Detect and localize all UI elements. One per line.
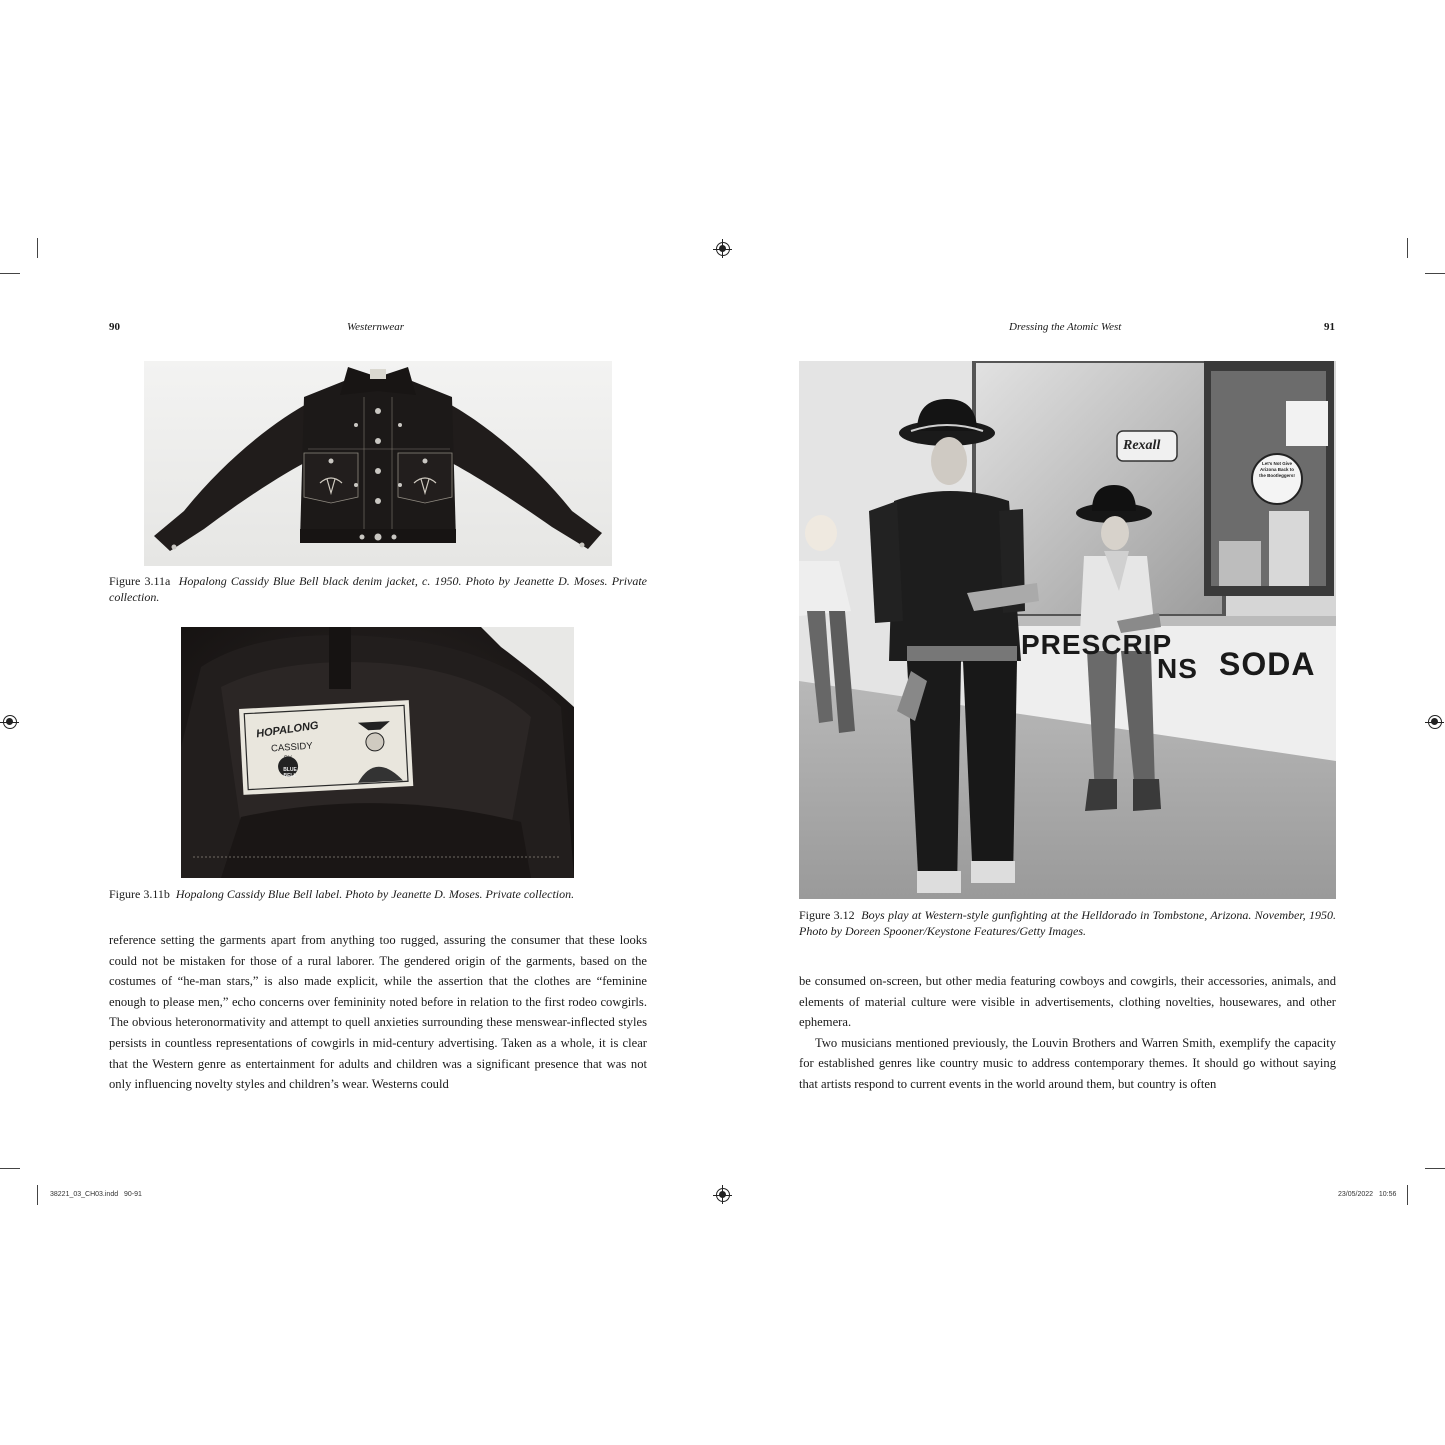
sign-soda: SODA bbox=[1219, 646, 1316, 682]
figure-3-12-photo bbox=[799, 361, 1336, 899]
page-number-left: 90 bbox=[109, 321, 120, 333]
paragraph: reference setting the garments apart from anything too rugged, assuring the consumer that these looks could not be mistaken for those of a rural laborer. The gendered origin of the garments, based on the costumes of “he-man stars,” is also made explicit, while the assertion that the clothes are “feminine enough to please men,” echo concerns over femininity noted before in relation to the first rodeo cowgirls. The obvious heteronormativity and attempt to quell anxieties surrounding these menswear-inflected styles persists in countless representations of cowgirls in mid-century advertising. Taken as a whole, it is clear that the Western genre as entertainment for adults and children was a significant presence that was not only influencing novelty styles and children’s wear. Westerns could bbox=[109, 933, 647, 1092]
figure-3-12-caption bbox=[799, 907, 1336, 939]
running-head-left: Westernwear bbox=[347, 321, 405, 333]
label-text-blue-bell: BLUE BELL bbox=[283, 767, 297, 779]
figure-label: Figure 3.11b bbox=[109, 887, 170, 901]
paragraph: Two musicians mentioned previously, the Louvin Brothers and Warren Smith, exemplify the capacity for established genres like country music to address contemporary themes. It should go without saying that artists respond to current events in the world around them, but country is often bbox=[799, 1035, 1336, 1091]
body-text-left bbox=[109, 930, 647, 1095]
slug-date-info: 23/05/2022 10:56 bbox=[1338, 1191, 1397, 1198]
label-text-hopalong: HOPALONG bbox=[255, 719, 320, 741]
jacket-label-illustration bbox=[181, 627, 574, 878]
figure-caption-text: Hopalong Cassidy Blue Bell black denim jacket, c. 1950. Photo by Jeanette D. Moses. Private collection. bbox=[109, 574, 648, 604]
registration-mark-icon bbox=[722, 1185, 723, 1204]
crop-mark bbox=[0, 1168, 20, 1169]
figure-label: Figure 3.11a bbox=[109, 574, 171, 588]
sign-notice: Let's Not Give Arizona Back to the Bootleggers! bbox=[1259, 461, 1295, 478]
crop-mark bbox=[1407, 1185, 1408, 1205]
crop-mark bbox=[37, 238, 38, 258]
label-text-cassidy: CASSIDY bbox=[270, 740, 314, 755]
running-head-right: Dressing the Atomic West bbox=[1009, 321, 1122, 333]
figure-caption-text: Boys play at Western-style gunfighting at the Helldorado in Tombstone, Arizona. November, 1950. Photo by Doreen Spooner/Keystone Features/Getty Images. bbox=[799, 908, 1336, 938]
slug-file-info: 38221_03_CH03.indd 90-91 bbox=[50, 1191, 142, 1198]
body-text-right bbox=[799, 971, 1336, 1095]
figure-3-11a-caption bbox=[109, 573, 647, 605]
figure-label: Figure 3.12 bbox=[799, 908, 855, 922]
registration-mark-icon bbox=[716, 1188, 730, 1202]
page-number-right: 91 bbox=[1324, 321, 1335, 333]
denim-jacket-illustration bbox=[144, 361, 612, 566]
sign-ns: NS bbox=[1157, 653, 1198, 684]
registration-mark-icon bbox=[3, 715, 17, 729]
crop-mark bbox=[1407, 238, 1408, 258]
registration-mark-icon bbox=[716, 242, 730, 256]
figure-3-11b-caption bbox=[109, 886, 647, 902]
crop-mark bbox=[1425, 273, 1445, 274]
label-text-by: BY bbox=[284, 756, 293, 762]
crop-mark bbox=[1425, 1168, 1445, 1169]
paragraph: be consumed on-screen, but other media featuring cowboys and cowgirls, their accessories, animals, and elements of material culture were visible in advertisements, clothing novelties, housewares, and other ephemera. bbox=[799, 974, 1336, 1030]
registration-mark-icon bbox=[1428, 715, 1442, 729]
sign-rexall: Rexall bbox=[1123, 438, 1161, 453]
figure-3-11a-photo bbox=[144, 361, 612, 566]
crop-mark bbox=[0, 273, 20, 274]
registration-mark-icon bbox=[722, 239, 723, 258]
crop-mark bbox=[37, 1185, 38, 1205]
figure-caption-text: Hopalong Cassidy Blue Bell label. Photo by Jeanette D. Moses. Private collection. bbox=[175, 887, 575, 901]
sign-prescriptions: PRESCRIP bbox=[1021, 629, 1173, 660]
figure-3-11b-photo bbox=[181, 627, 574, 878]
